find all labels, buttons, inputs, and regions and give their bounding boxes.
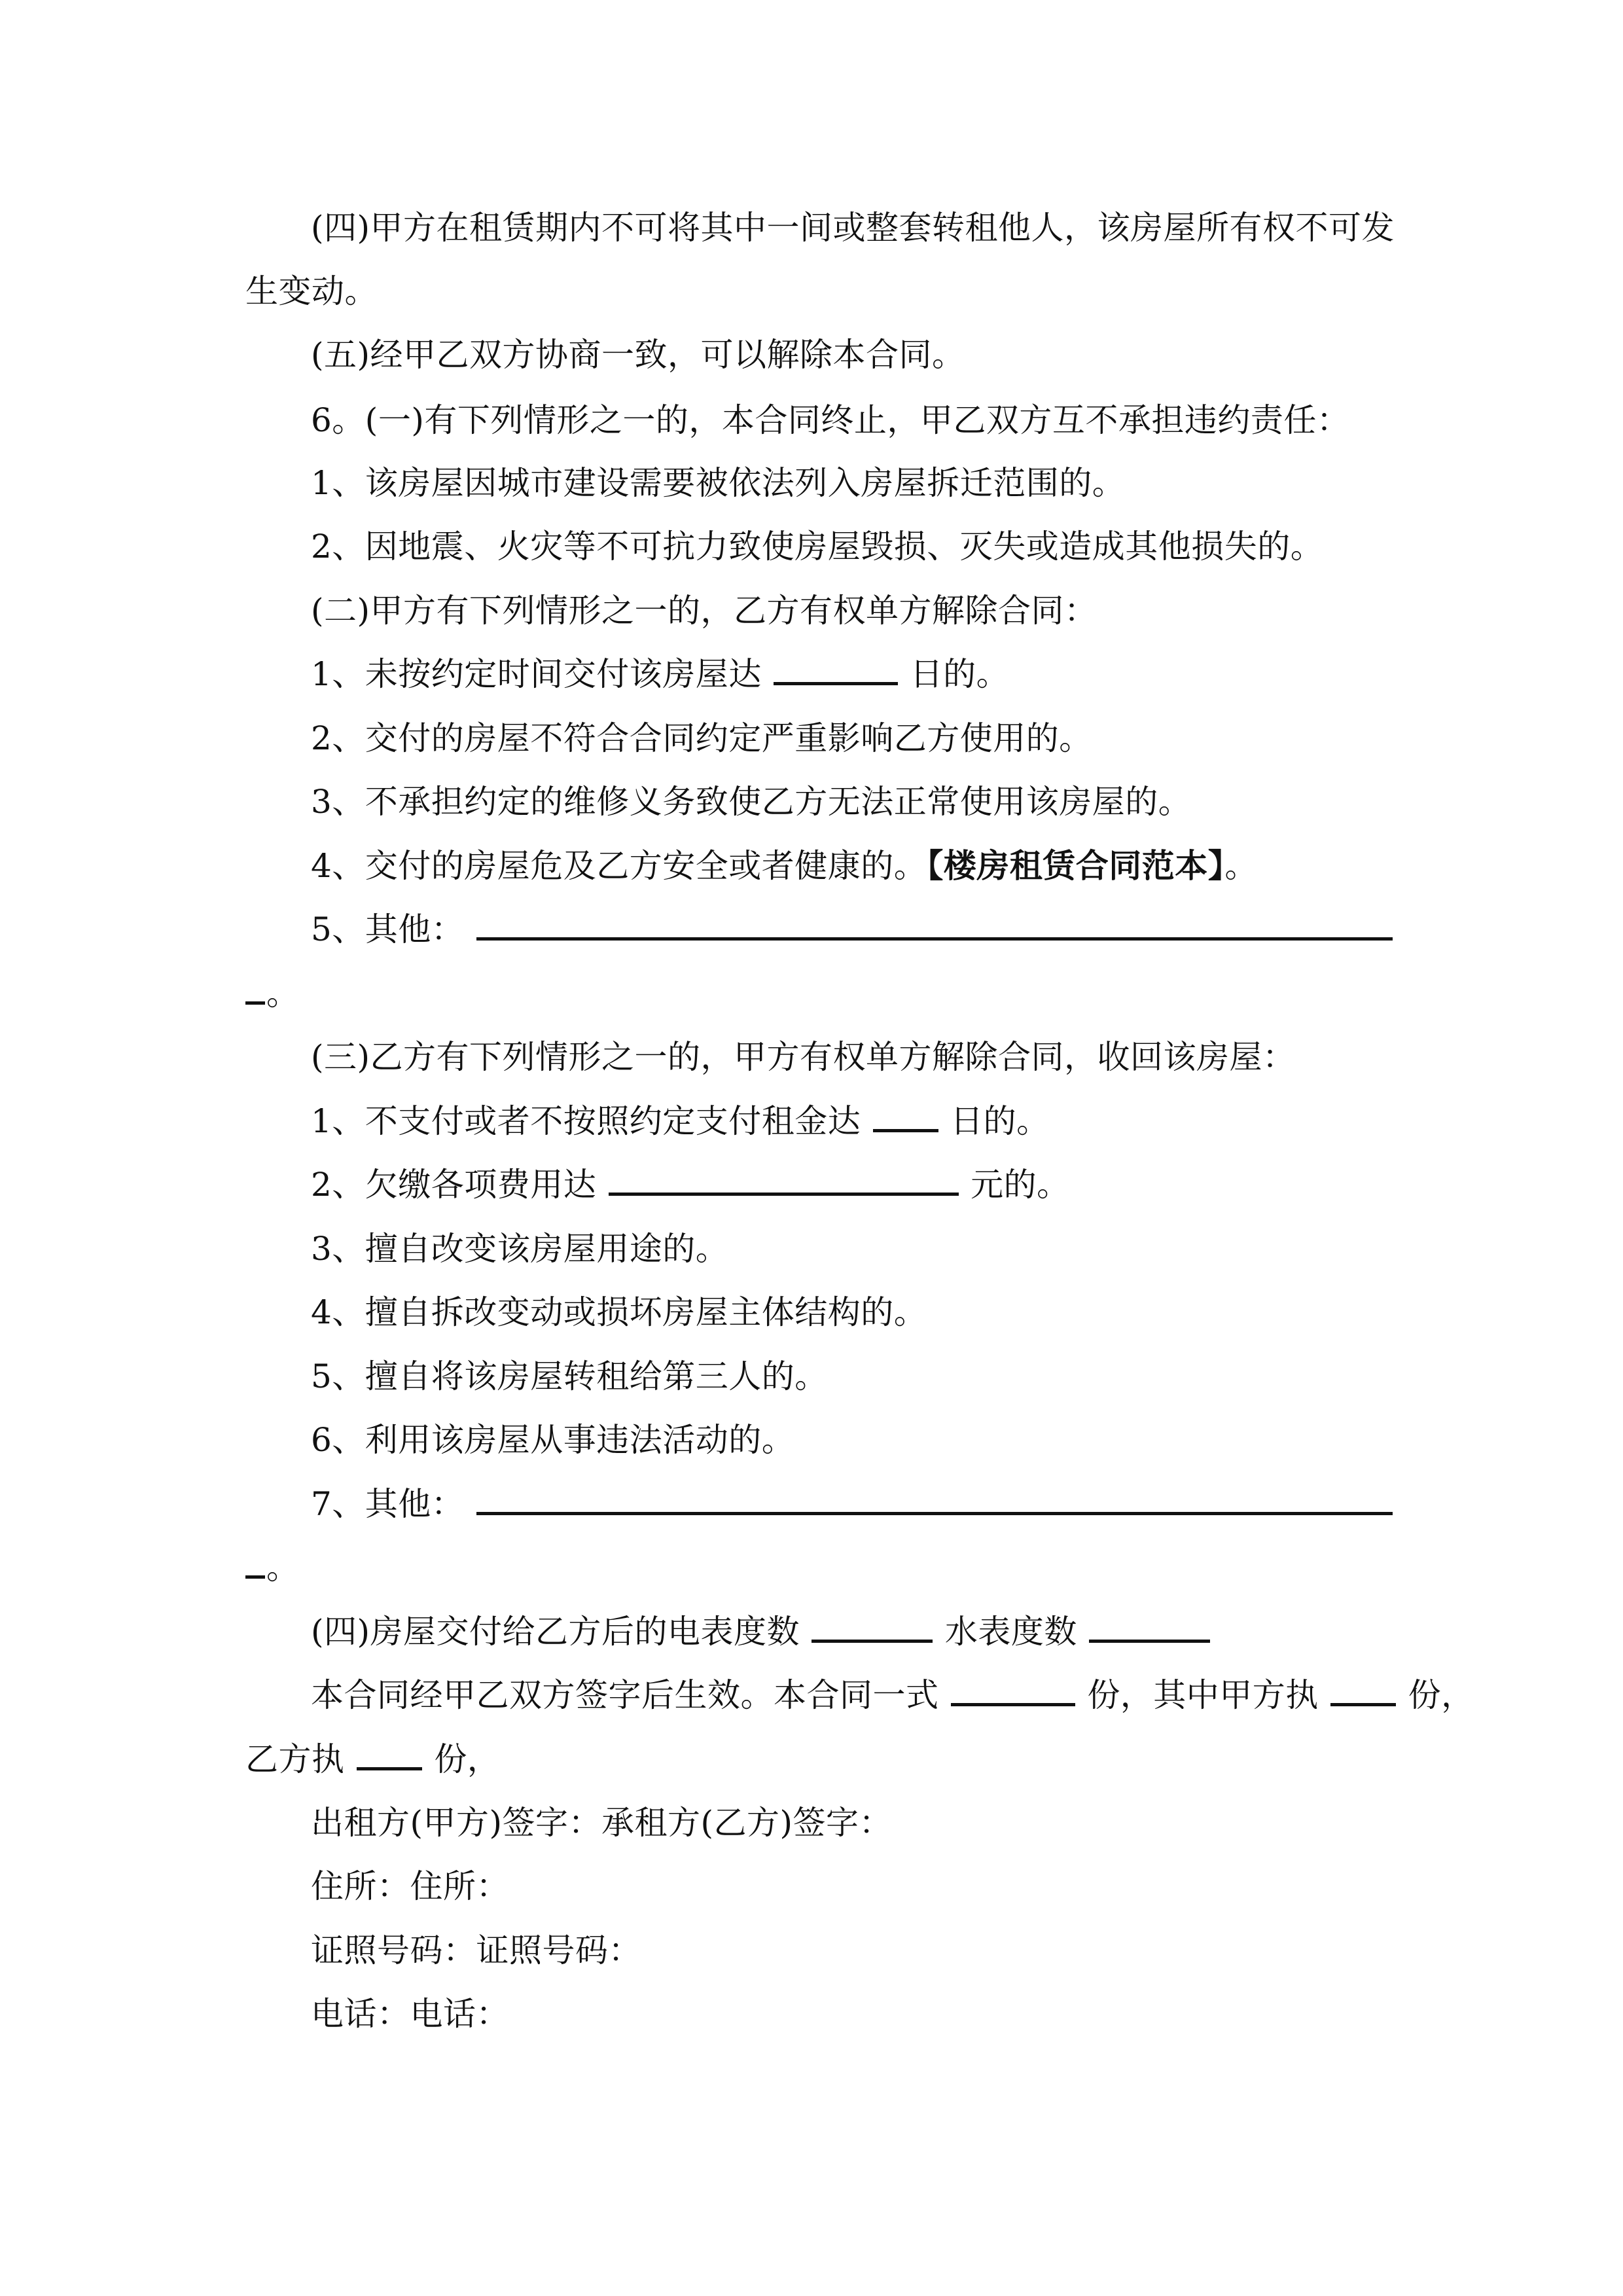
text: 5、擅自将该房屋转租给第三人的。 xyxy=(311,1357,828,1395)
text: 2、欠缴各项费用达 xyxy=(311,1166,597,1204)
fill-in-blank xyxy=(609,1166,959,1196)
paragraph-line xyxy=(311,527,1323,566)
bracket-note: 【楼房租赁合同范本】 xyxy=(927,846,1225,885)
text: 3、擅自改变该房屋用途的。 xyxy=(311,1230,729,1268)
fill-in-blank xyxy=(1089,1613,1210,1643)
paragraph-line xyxy=(311,1102,1050,1141)
fill-in-blank xyxy=(245,1549,265,1579)
text: 乙方执 xyxy=(245,1740,345,1778)
paragraph-line xyxy=(311,846,1258,886)
text: 。 xyxy=(1224,847,1258,885)
text: 份，其中甲方执 xyxy=(1087,1676,1319,1714)
fill-in-blank xyxy=(357,1741,422,1770)
paragraph-line xyxy=(245,1548,300,1587)
fill-in-blank xyxy=(873,1103,938,1132)
text: (四)房屋交付给乙方后的电表度数 xyxy=(311,1613,800,1651)
text: 本合同经甲乙双方签字后生效。本合同一式 xyxy=(311,1676,939,1714)
paragraph-line xyxy=(311,208,1395,247)
paragraph-line xyxy=(311,335,965,374)
paragraph-line xyxy=(311,463,1125,503)
paragraph-line xyxy=(245,272,378,311)
text: 电话：电话： xyxy=(311,1995,509,2033)
text: 份， xyxy=(1408,1676,1474,1714)
text: (五)经甲乙双方协商一致，可以解除本合同。 xyxy=(311,336,965,374)
paragraph-line xyxy=(311,1357,828,1396)
fill-in-blank xyxy=(476,1486,1393,1515)
text: 份， xyxy=(434,1740,501,1778)
text: 2、因地震、火灾等不可抗力致使房屋毁损、灭失或造成其他损失的。 xyxy=(311,528,1324,565)
text: (二)甲方有下列情形之一的，乙方有权单方解除合同： xyxy=(311,592,1097,630)
text: 日的。 xyxy=(910,655,1010,693)
paragraph-line xyxy=(311,655,1009,694)
text: 1、不支付或者不按照约定支付租金达 xyxy=(311,1102,861,1140)
signature-line xyxy=(311,1803,892,1842)
text: 证照号码：证照号码： xyxy=(311,1931,641,1969)
id-number-line xyxy=(311,1931,641,1970)
fill-in-blank xyxy=(1330,1677,1396,1706)
text: 5、其他： xyxy=(311,910,465,948)
paragraph-line xyxy=(311,1484,1394,1524)
paragraph-line xyxy=(311,1420,794,1460)
text: (三)乙方有下列情形之一的，甲方有权单方解除合同，收回该房屋： xyxy=(311,1038,1296,1076)
paragraph-line xyxy=(245,974,300,1013)
text: 。 xyxy=(266,1549,300,1587)
paragraph-line xyxy=(311,1165,1070,1204)
text: 1、该房屋因城市建设需要被依法列入房屋拆迁范围的。 xyxy=(311,464,1126,502)
paragraph-line xyxy=(311,719,1092,758)
text: 4、交付的房屋危及乙方安全或者健康的。 xyxy=(311,847,927,885)
text: 6、利用该房屋从事违法活动的。 xyxy=(311,1421,795,1459)
fill-in-blank xyxy=(245,975,265,1005)
fill-in-blank xyxy=(951,1677,1075,1706)
text: 水表度数 xyxy=(944,1613,1077,1651)
text: 。 xyxy=(266,975,300,1013)
text: 1、未按约定时间交付该房屋达 xyxy=(311,655,762,693)
fill-in-blank xyxy=(774,656,898,685)
paragraph-line xyxy=(311,1229,728,1268)
text: 日的。 xyxy=(950,1102,1050,1140)
text: 7、其他： xyxy=(311,1485,465,1523)
paragraph-line xyxy=(311,401,1349,440)
paragraph-line xyxy=(311,1676,1474,1715)
text: 3、不承担约定的维修义务致使乙方无法正常使用该房屋的。 xyxy=(311,783,1192,821)
text: 住所：住所： xyxy=(311,1867,509,1905)
address-line xyxy=(311,1867,509,1906)
paragraph-line xyxy=(245,1740,500,1779)
fill-in-blank xyxy=(812,1613,933,1643)
paragraph-line xyxy=(311,1037,1296,1077)
text: 生变动。 xyxy=(245,272,378,310)
text: 元的。 xyxy=(971,1166,1070,1204)
fill-in-blank xyxy=(476,911,1393,941)
paragraph-line xyxy=(311,1612,1211,1651)
paragraph-line xyxy=(311,782,1191,821)
text: 出租方(甲方)签字：承租方(乙方)签字： xyxy=(311,1804,893,1842)
text: (四)甲方在租赁期内不可将其中一间或整套转租他人，该房屋所有权不可发 xyxy=(311,209,1395,247)
paragraph-line xyxy=(311,591,1097,630)
text: 2、交付的房屋不符合合同约定严重影响乙方使用的。 xyxy=(311,719,1092,757)
phone-line xyxy=(311,1994,509,2034)
text: 6。(一)有下列情形之一的，本合同终止，甲乙双方互不承担违约责任： xyxy=(311,401,1350,439)
paragraph-line xyxy=(311,910,1394,949)
paragraph-line xyxy=(311,1293,927,1332)
text: 4、擅自拆改变动或损坏房屋主体结构的。 xyxy=(311,1293,927,1331)
